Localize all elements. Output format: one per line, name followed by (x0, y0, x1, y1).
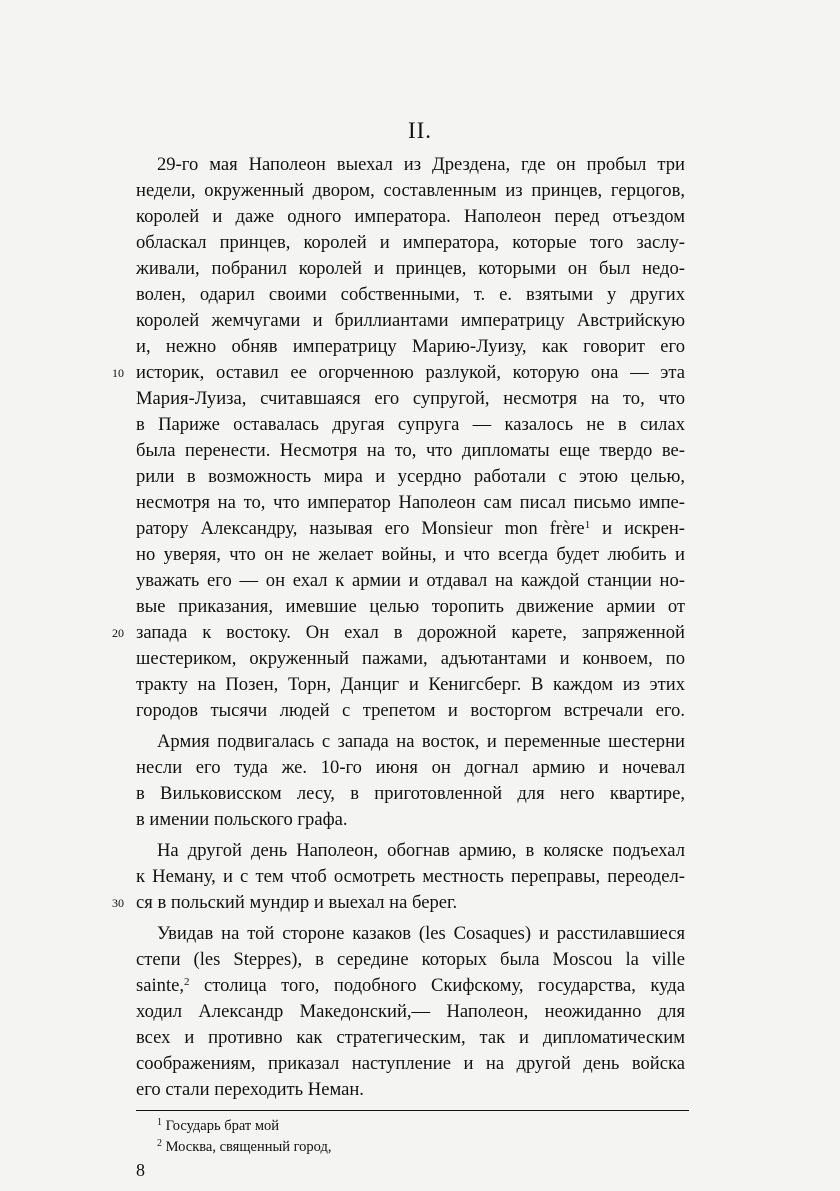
text-line: обласкал принцев, королей и императора, которые того заслу- (136, 232, 685, 253)
text-line: но уверяя, что он не желает войны, и что всегда будет любить и (136, 544, 685, 565)
text-line: в Париже оставалась другая супруга — казалось не в силах (136, 414, 685, 435)
text-line: ходил Александр Македонский,— Наполеон, неожиданно для (136, 1001, 685, 1022)
text-line: несли его туда же. 10-го июня он догнал армию и ночевал (136, 757, 685, 778)
text-line: королей и даже одного императора. Наполеон перед отъездом (136, 206, 685, 227)
text-line: Мария-Луиза, считавшаяся его супругой, несмотря на то, что (136, 388, 685, 409)
text-line: королей жемчугами и бриллиантами императрицу Австрийскую (136, 310, 685, 331)
footnote-divider (136, 1110, 689, 1111)
text-line: несмотря на то, что император Наполеон сам писал письмо импе- (136, 492, 685, 513)
text-line: 29-го мая Наполеон выехал из Дрездена, где он пробыл три (157, 154, 685, 175)
text-line: соображениям, приказал наступление и на другой день войска (136, 1053, 685, 1074)
footnote (157, 1137, 332, 1157)
line-number: 30 (112, 896, 124, 910)
line-number: 10 (112, 366, 124, 380)
text-line: волен, одарил своими собственными, т. е. взятыми у других (136, 284, 685, 305)
footnote-text: Москва, священный город, (165, 1139, 332, 1155)
text-line: рили в возможность мира и усердно работали с этою целью, (136, 466, 685, 487)
line-text-tail: и искрен- (602, 518, 685, 539)
line-text-head: sainte, (136, 975, 185, 996)
text-line: ся в польский мундир и выехал на берег. (136, 892, 458, 913)
text-line: и, нежно обняв императрицу Марию-Луизу, как говорит его (136, 336, 685, 357)
text-line-with-footnote-ref (136, 973, 685, 999)
line-text: столица того, подобного Скифскому, государства, куда (204, 975, 685, 996)
text-line: Увидав на той стороне казаков (les Cosaques) и расстилавшиеся (157, 923, 685, 944)
text-line: шестериком, окруженный пажами, адъютантами и конвоем, по (136, 648, 685, 669)
text-line: городов тысячи людей с трепетом и восторгом встречали его. (136, 700, 685, 721)
text-line-with-footnote-ref (136, 516, 685, 542)
chapter-title: II. (407, 118, 433, 143)
text-line: Армия подвигалась с запада на восток, и переменные шестерни (157, 731, 685, 752)
line-text: ратору Александру, называя его Monsieur mon frère (136, 518, 585, 539)
footnote-marker: 1 (157, 1117, 162, 1128)
text-line: в имении польского графа. (136, 809, 348, 830)
footnote (157, 1116, 279, 1136)
text-line: живали, побранил королей и принцев, которыми он был недо- (136, 258, 685, 279)
footnote-ref: 1 (584, 519, 591, 531)
text-line: На другой день Наполеон, обогнав армию, в коляске подъехал (157, 840, 685, 861)
text-line: к Неману, и с тем чтоб осмотреть местность переправы, переодел- (136, 866, 685, 887)
text-line: недели, окруженный двором, составленным из принцев, герцогов, (136, 180, 685, 201)
text-line: степи (les Steppes), в середине которых была Moscou la ville (136, 949, 685, 970)
footnote-marker: 2 (157, 1138, 162, 1149)
text-line: была перенести. Несмотря на то, что дипломаты еще твердо ве- (136, 440, 685, 461)
page-number: 8 (136, 1160, 145, 1180)
line-number: 20 (112, 626, 124, 640)
text-line: уважать его — он ехал к армии и отдавал на каждой станции но- (136, 570, 685, 591)
text-line: запада к востоку. Он ехал в дорожной карете, запряженной (136, 622, 685, 643)
text-line: вые приказания, имевшие целью торопить движение армии от (136, 596, 685, 617)
text-line: историк, оставил ее огорченною разлукой, которую она — эта (136, 362, 685, 383)
text-line: его стали переходить Неман. (136, 1079, 364, 1100)
text-line: в Вильковисском лесу, в приготовленной для него квартире, (136, 783, 685, 804)
text-line: всех и противно как стратегическим, так и дипломатическим (136, 1027, 685, 1048)
footnote-text: Государь брат мой (165, 1118, 280, 1134)
footnote-ref: 2 (184, 976, 190, 988)
text-line: тракту на Позен, Торн, Данциг и Кенигсберг. В каждом из этих (136, 674, 685, 695)
